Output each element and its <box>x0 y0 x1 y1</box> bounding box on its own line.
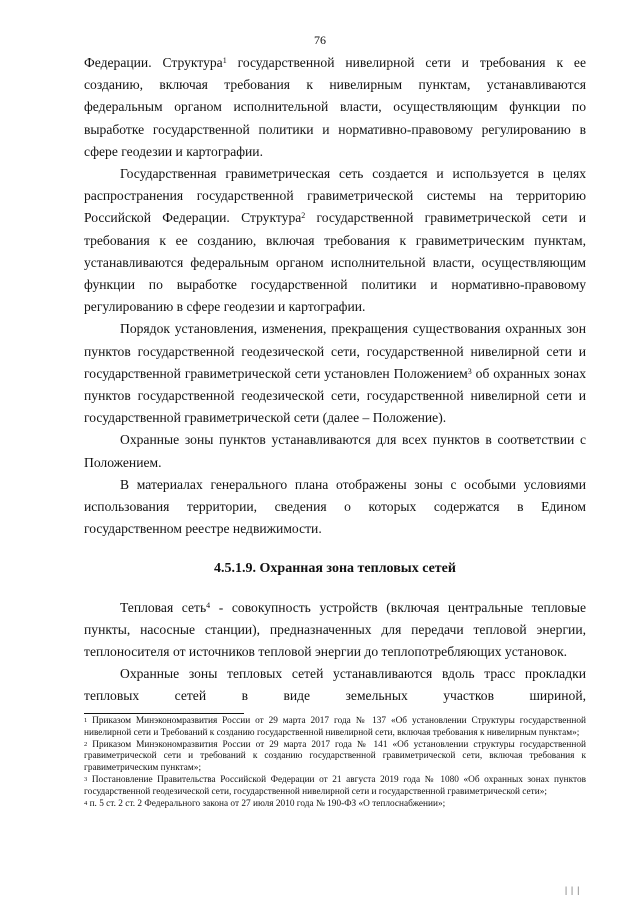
paragraph-6: Тепловая сеть$^4$ - совокупность устройств (включая центральные тепловые пункты, насосные станции), предназначенных для передачи тепловой энергии, теплоносителя от источников тепловой энергии до теплопотребляющих установок. <box>84 599 586 660</box>
paragraph-1: Федерации. Структура$^1$ государственной нивелирной сети и требования к ее созданию, включая требования к нивелирным пунктам, устанавливаются федеральным органом исполнительной власти, осуществляющим функции по выработке государственной политики и нормативно-правовому регулированию в сфере геодезии и картографии. <box>84 55 586 159</box>
footnote-3: $^3$ Постановление Правительства Российской Федерации от 21 августа 2019 года № 1080 «Об охранных зонах пунктов государственной геодезической сети, государственной нивелирной сети и государственной гравиметрической сети»; <box>84 774 586 797</box>
section-heading: 4.5.1.9. Охранная зона тепловых сетей <box>214 561 456 577</box>
footnote-1: $^1$ Приказом Минэкономразвития России от 29 марта 2017 года № 137 «Об установлении Структуры государственной нивелирной сети и Требований к созданию государственной нивелирной сети, включая требования к нивелирным пунктам»; <box>84 716 586 738</box>
footnote-ref-3: 3 <box>467 366 472 376</box>
footnote-ref-2: 2 <box>301 211 306 221</box>
footnote-ref-1: 1 <box>222 56 227 65</box>
footnotes <box>84 716 586 810</box>
page-number: 76 <box>314 33 326 47</box>
footnote-ref-4: 4 <box>206 600 211 610</box>
paragraph-5: В материалах генерального плана отображены зоны с особыми условиями использования территории, сведения о которых содержатся в Едином государственном реестре недвижимости. <box>84 476 586 537</box>
paragraph-4: Охранные зоны пунктов устанавливаются для всех пунктов в соответствии с Положением. <box>84 432 586 470</box>
paragraph-2: Государственная гравиметрическая сеть создается и используется в целях распространения государственной гравиметрической системы на территорию Российской Федерации. Структура$^2$ государственной гравиметрической сети и требования к ее созданию, включая требования к гравиметрическим пунктам, устанавливаются федеральным органом исполнительной власти, осуществляющим функции по выработке государственной политики и нормативно-правовому регулированию в сфере геодезии и картографии. <box>84 166 587 315</box>
footnote-2: $^2$ Приказом Минэкономразвития России от 29 марта 2017 года № 141 «Об установлении структуры государственной гравиметрической сети и требований к созданию государственной гравиметрической сети, включая требования к гравиметрическим пунктам»; <box>84 739 586 774</box>
footnote-separator <box>84 713 244 714</box>
paragraph-3: Порядок установления, изменения, прекращения существования охранных зон пунктов государственной геодезической сети, государственной нивелирной сети и государственной гравиметрической сети установлен Положением$^3$ об охранных зонах пунктов государственной геодезической сети, государственной нивелирной сети и государственной гравиметрической сети (далее – Положение). <box>84 321 587 426</box>
body-text <box>84 52 586 708</box>
paragraph-7: Охранные зоны тепловых сетей устанавливаются вдоль трасс прокладки тепловых сетей в виде земельных участков шириной, <box>84 666 586 704</box>
corner-mark: | | | <box>565 885 580 895</box>
footnote-4: $^4$ п. 5 ст. 2 ст. 2 Федерального закона от 27 июля 2010 года № 190-ФЗ «О теплоснабжении»; <box>84 798 446 809</box>
